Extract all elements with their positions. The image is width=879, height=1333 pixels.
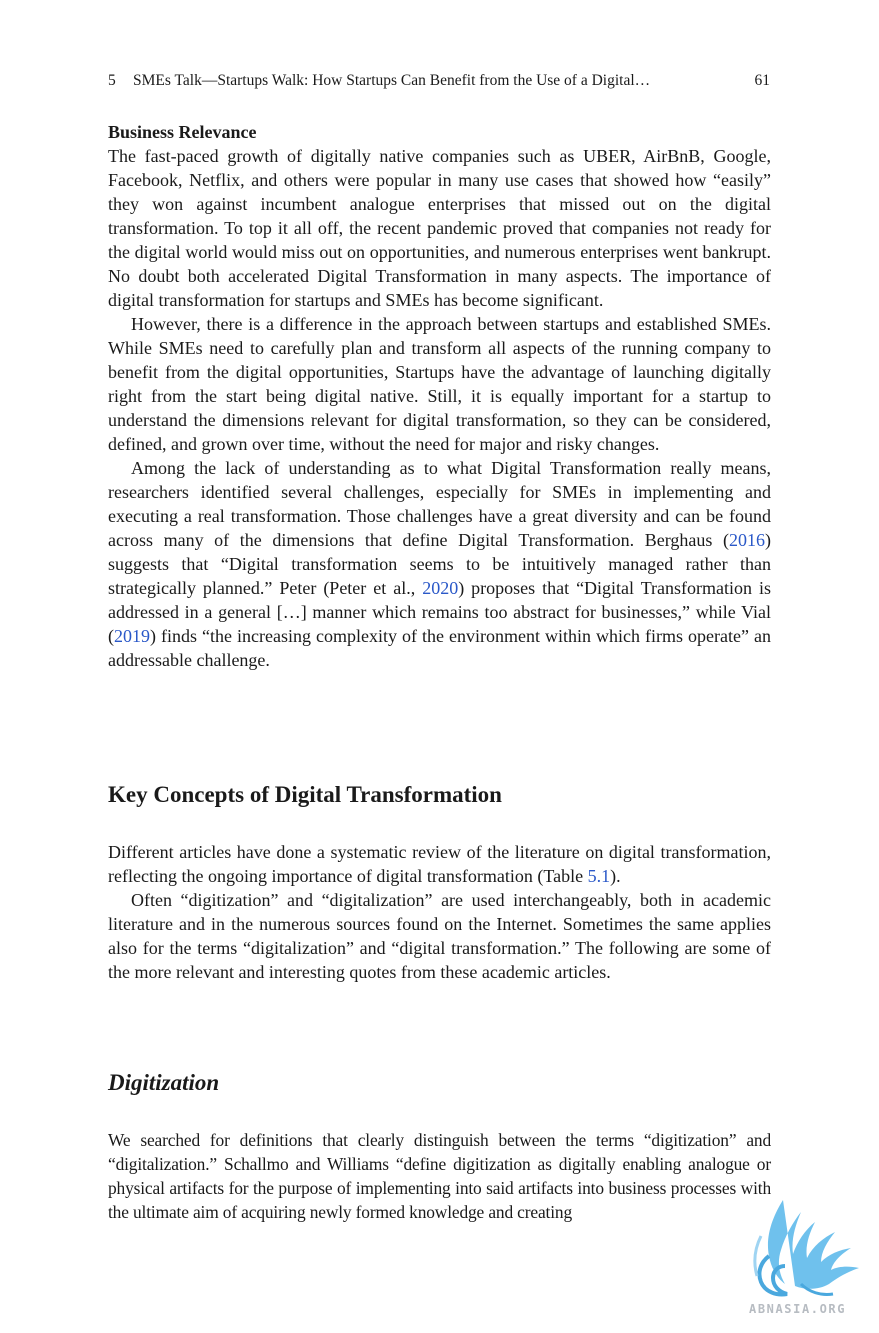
text-run: ) suggests that “Digital transformation seems to be intuitively managed rather than strategically planned.” Peter (Peter et al., <box>108 530 771 598</box>
text-run: ). <box>610 866 621 886</box>
paragraph: The fast-paced growth of digitally native companies such as UBER, AirBnB, Google, Facebook, Netflix, and others were popular in many use cases that showed how “easily” they won against incumbent analogue enterprises that missed out on the digital transformation. To top it all off, the recent pandemic proved that companies not ready for the digital world would miss out on opportunities, and numerous enterprises went bankrupt. No doubt both accelerated Digital Transformation in many aspects. The importance of digital transformation for startups and SMEs has become significant. <box>108 146 771 310</box>
subsection-heading: Digitization <box>108 1070 220 1095</box>
text-run: Among the lack of understanding as to what Digital Transformation really means, researchers identified several challenges, especially for SMEs in implementing and executing a real transformation. Those challenges have a great diversity and can be found across many of the dimensions that define Digital Transformation. Berghaus ( <box>108 458 771 550</box>
section-heading: Key Concepts of Digital Transformation <box>108 782 502 807</box>
paragraph <box>108 456 771 672</box>
watermark <box>735 1196 879 1333</box>
text-run: ) finds “the increasing complexity of the environment within which firms operate” an addressable challenge. <box>108 626 771 670</box>
running-title: SMEs Talk—Startups Walk: How Startups Can Benefit from the Use of a Digital… <box>133 72 651 89</box>
paragraph: However, there is a difference in the approach between startups and established SMEs. While SMEs need to carefully plan and transform all aspects of the running company to benefit from the digital opportunities, Startups have the advantage of launching digitally right from the start being digital native. Still, it is equally important for a startup to understand the dimensions relevant for digital transformation, so they can be considered, defined, and grown over time, without the need for major and risky changes. <box>108 314 771 454</box>
digitization-section <box>108 1128 771 1224</box>
text-run: Different articles have done a systematic review of the literature on digital transformation, reflecting the ongoing importance of digital transformation (Table <box>108 842 771 886</box>
text-run: ) proposes that “Digital Transformation is addressed in a general […] manner which remains too abstract for businesses,” while Vial ( <box>108 578 771 646</box>
business-relevance-section <box>108 120 771 672</box>
citation-link[interactable]: 2019 <box>114 626 150 646</box>
table-reference-link[interactable]: 5.1 <box>587 866 611 886</box>
paragraph: Often “digitization” and “digitalization” are used interchangeably, both in academic literature and in the numerous sources found on the Internet. Sometimes the same applies also for the terms “digitalization” and “digital transformation.” The following are some of the more relevant and interesting quotes from these academic articles. <box>108 890 771 982</box>
citation-link[interactable]: 2020 <box>422 578 459 598</box>
run-in-heading: Business Relevance <box>108 122 257 142</box>
dragon-logo-icon <box>743 1196 869 1302</box>
key-concepts-section <box>108 840 771 984</box>
citation-link[interactable]: 2016 <box>729 530 765 550</box>
chapter-number: 5 <box>108 72 116 89</box>
paragraph <box>108 840 771 888</box>
watermark-text: ABNASIA.ORG <box>749 1302 847 1316</box>
running-head <box>108 70 770 92</box>
page-number: 61 <box>754 72 770 89</box>
paragraph: We searched for definitions that clearly distinguish between the terms “digitization” and “digitalization.” Schallmo and Williams “define digitization as digitally enabling analogue or physical artifacts for the purpose of implementing into said artifacts into business processes with the ultimate aim of acquiring newly formed knowledge and creating <box>108 1130 771 1222</box>
